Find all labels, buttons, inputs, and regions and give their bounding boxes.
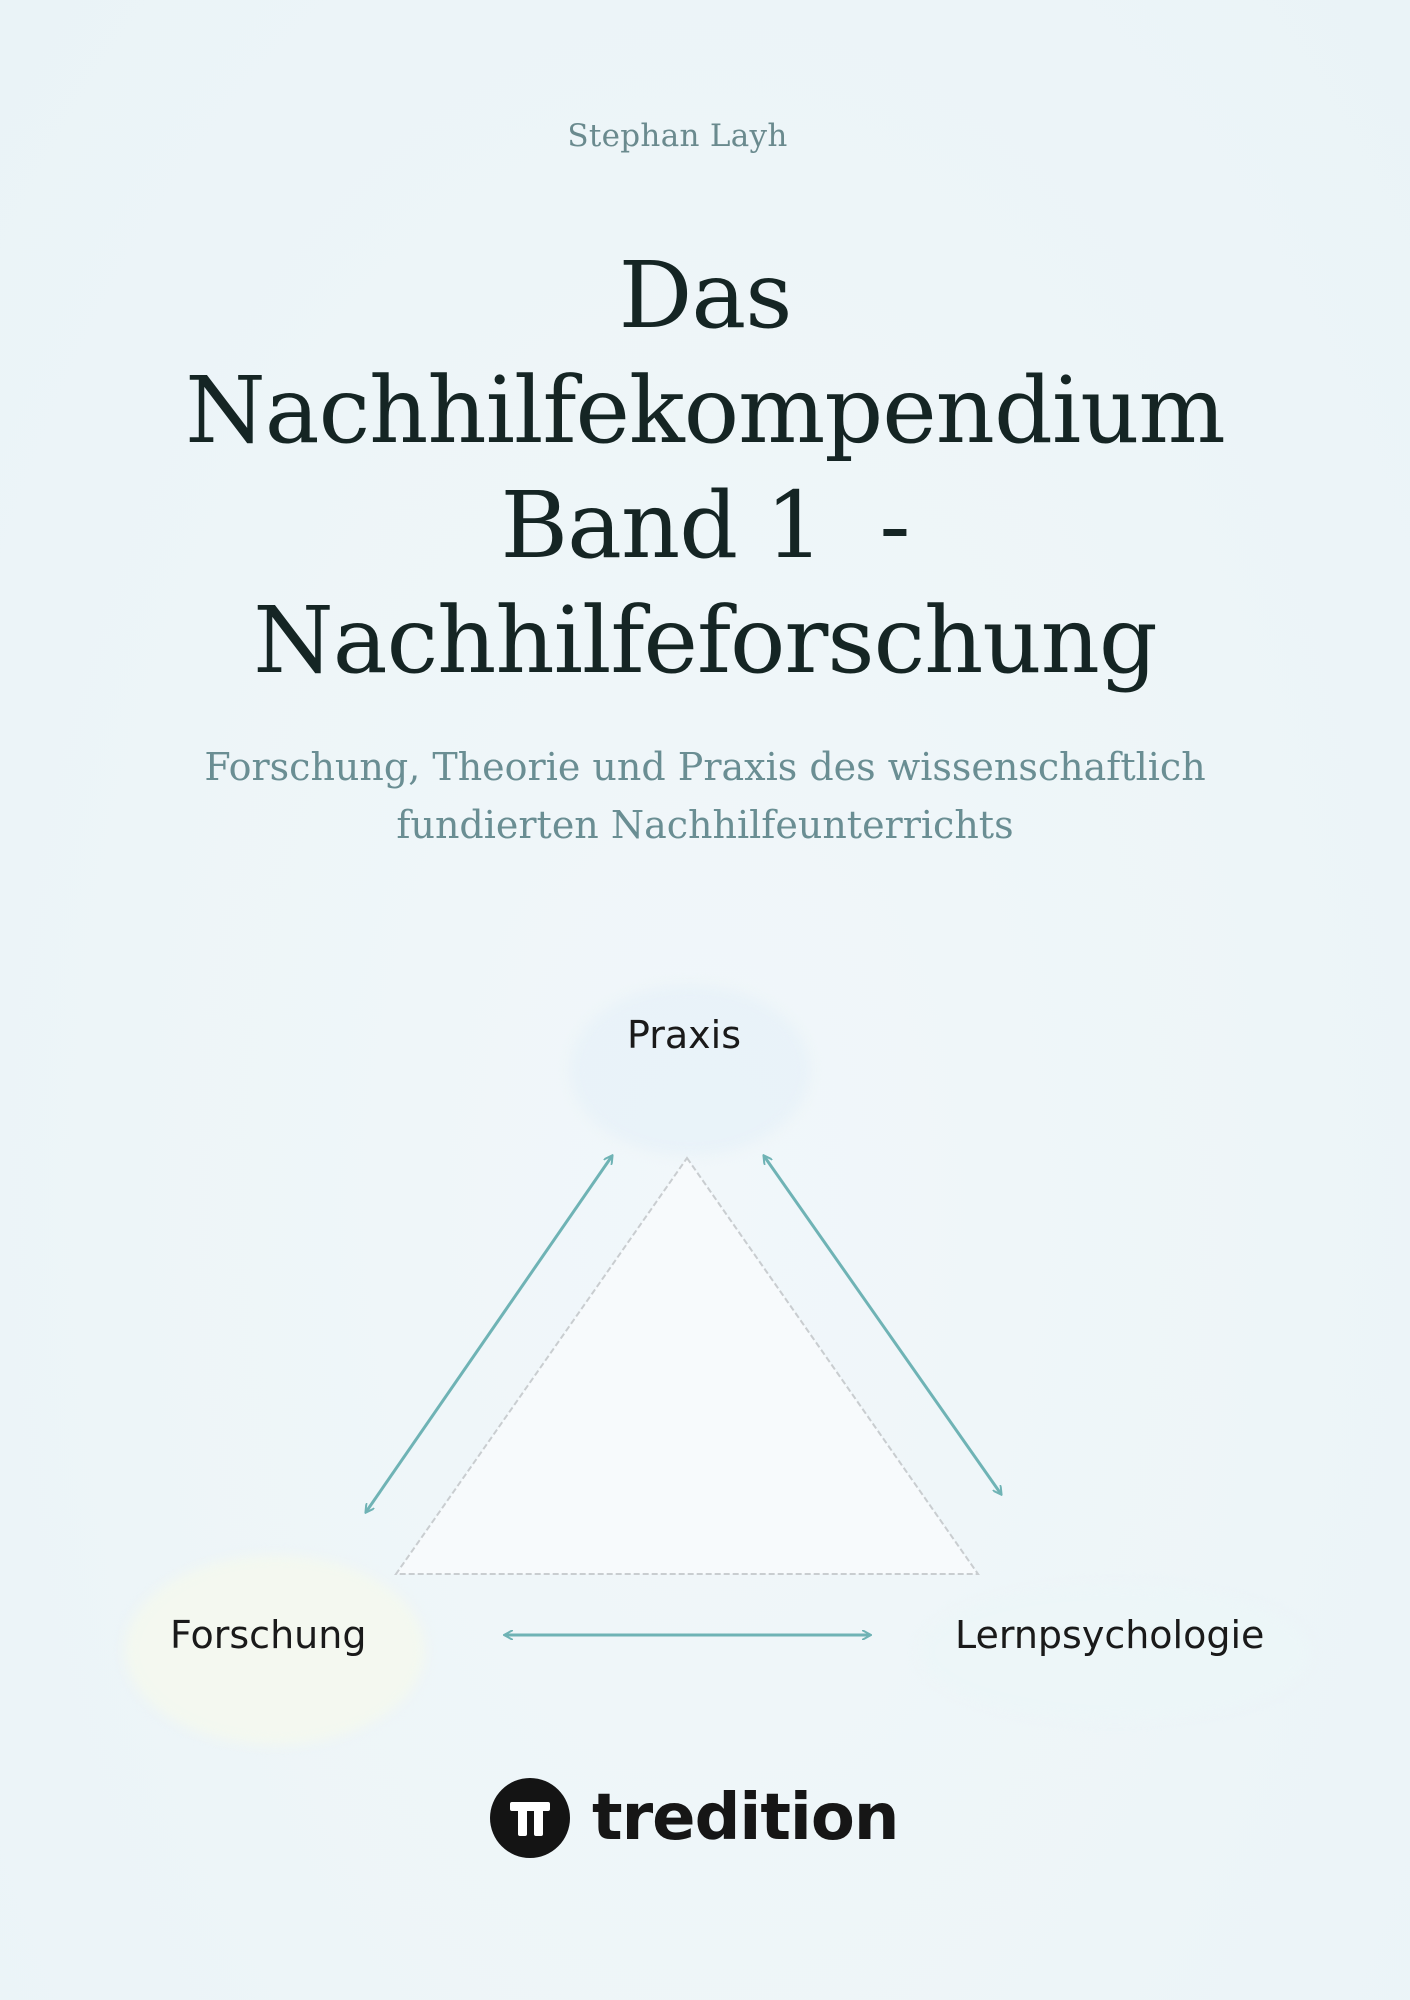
title-line: Nachhilfekompendium	[185, 357, 1225, 464]
node-lernpsychologie: Lernpsychologie	[955, 1613, 1265, 1657]
publisher-name: tredition	[592, 1781, 899, 1855]
publisher-logo	[490, 1778, 898, 1858]
title-line: Band 1 -	[500, 472, 910, 579]
title-line: Das	[618, 242, 792, 349]
subtitle-line: fundierten Nachhilfeunterrichts	[396, 803, 1014, 847]
title-line: Nachhilfeforschung	[253, 587, 1157, 694]
node-praxis: Praxis	[627, 1013, 741, 1057]
author-name: Stephan Layh	[567, 118, 788, 154]
tredition-logo-icon	[490, 1778, 570, 1858]
central-triangle	[396, 1158, 978, 1574]
subtitle-line: Forschung, Theorie und Praxis des wissenschaftlich	[204, 745, 1206, 789]
node-forschung: Forschung	[170, 1613, 367, 1657]
